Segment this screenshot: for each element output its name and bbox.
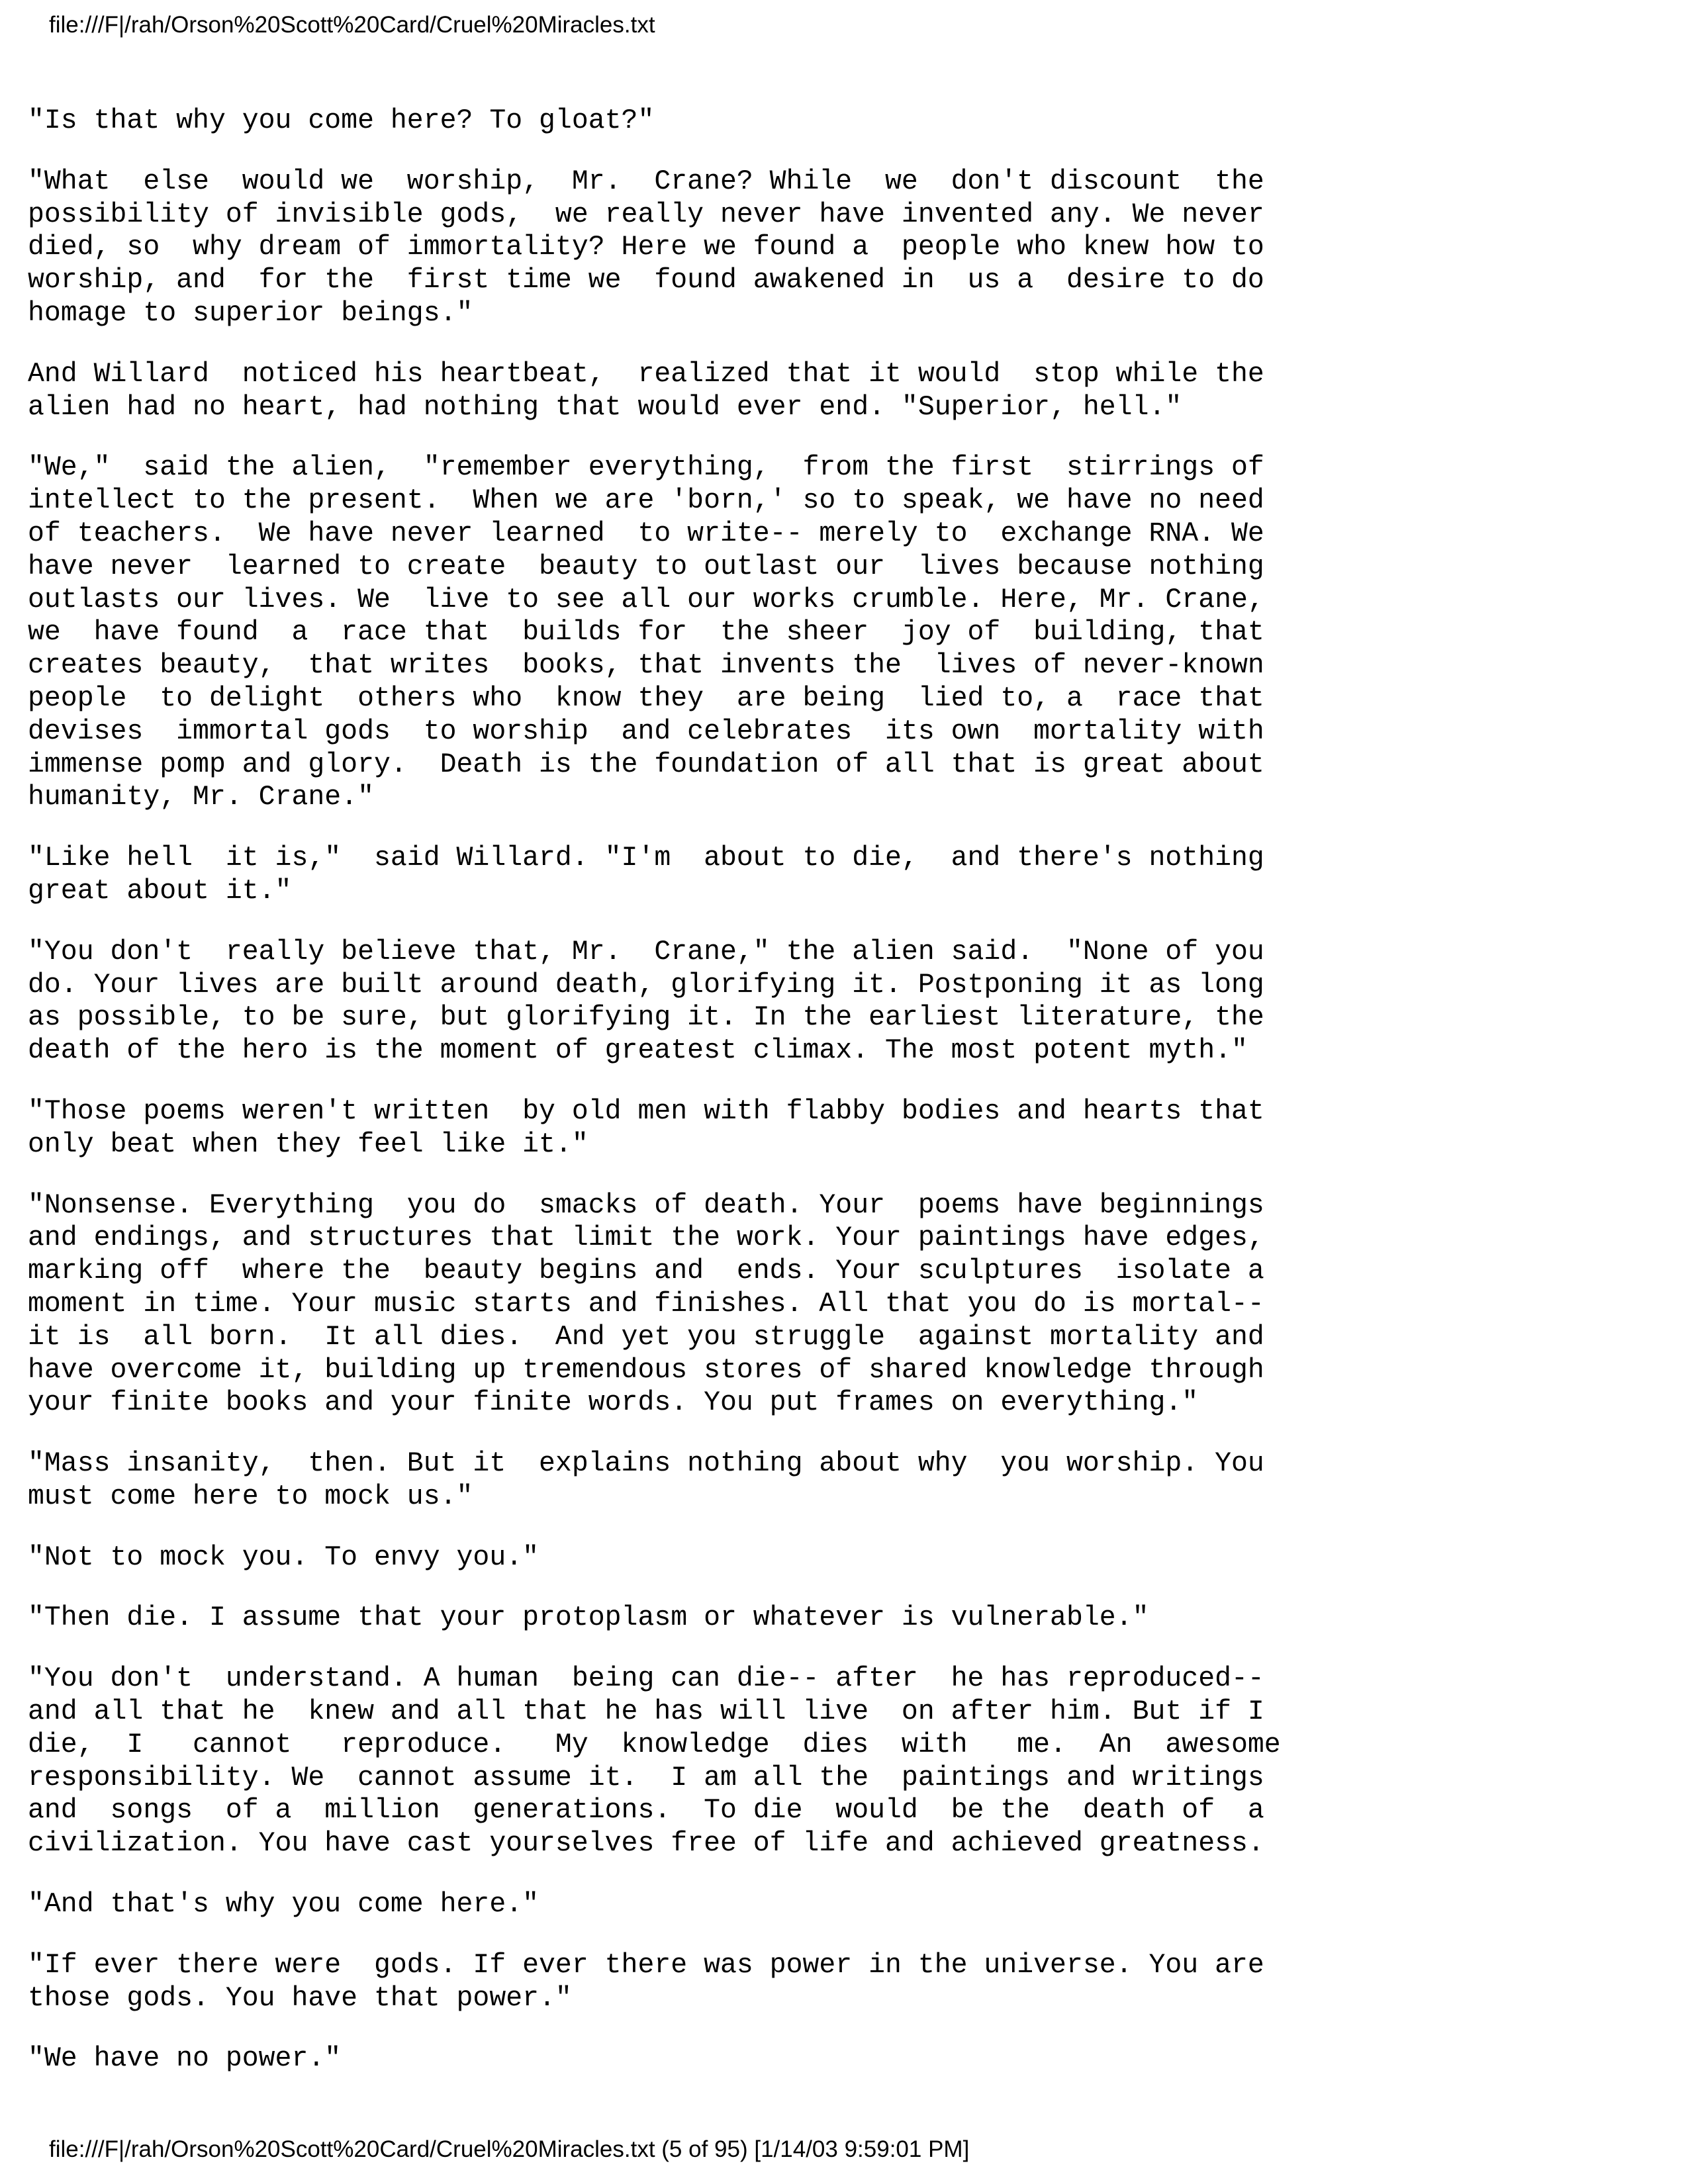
paragraph: "Mass insanity, then. But it explains nothing about why you worship. You must come here to mock us." <box>28 1448 1264 1512</box>
paragraph: "Is that why you come here? To gloat?" <box>28 105 655 136</box>
paragraph: "Nonsense. Everything you do smacks of death. Your poems have beginnings and endings, and structures that limit the work. Your paintings have edges, marking off where the beauty begins and ends. Your sculptures isolate a moment in time. Your music starts and finishes. All that you do is mortal-- it is all born. It all dies. And yet you struggle against mortality and have overcome it, building up tremendous stores of shared knowledge through your finite books and your finite words. You put frames on everything." <box>28 1189 1264 1419</box>
paragraph: "What else would we worship, Mr. Crane? While we don't discount the possibility of invisible gods, we really never have invented any. We never died, so why dream of immortality? Here we found a people who knew how to worship, and for the first time we found awakened in us a desire to do homage to superior beings." <box>28 165 1264 329</box>
footer-file-path: file:///F|/rah/Orson%20Scott%20Card/Cruel%20Miracles.txt (5 of 95) [1/14/03 9:59:01 PM] <box>49 2136 970 2162</box>
paragraph: "Then die. I assume that your protoplasm or whatever is vulnerable." <box>28 1602 1149 1634</box>
paragraph: "Like hell it is," said Willard. "I'm about to die, and there's nothing great about it." <box>28 842 1264 907</box>
paragraph: "If ever there were gods. If ever there was power in the universe. You are those gods. You have that power." <box>28 1949 1264 2014</box>
paragraph: "You don't understand. A human being can die-- after he has reproduced-- and all that he knew and all that he has will live on after him. But if I die, I cannot reproduce. My knowledge dies with me. An awesome responsibility. We cannot assume it. I am all the paintings and writings and songs of a million generations. To die would be the death of a civilization. You have cast yourselves free of life and achieved greatness. <box>28 1663 1281 1860</box>
header-file-path: file:///F|/rah/Orson%20Scott%20Card/Cruel%20Miracles.txt <box>49 12 655 38</box>
paragraph: And Willard noticed his heartbeat, realized that it would stop while the alien had no heart, had nothing that would ever end. "Superior, hell." <box>28 358 1264 423</box>
paragraph: "And that's why you come here." <box>28 1889 539 1921</box>
paragraph: "You don't really believe that, Mr. Crane," the alien said. "None of you do. Your lives are built around death, glorifying it. Postponing it as long as possible, to be sure, but glorifying it. In the earliest literature, the death of the hero is the moment of greatest climax. The most potent myth." <box>28 936 1264 1067</box>
paragraph: "We have no power." <box>28 2043 342 2075</box>
paragraph: "Those poems weren't written by old men with flabby bodies and hearts that only beat when they feel like it." <box>28 1095 1264 1160</box>
paragraph: "Not to mock you. To envy you." <box>28 1541 539 1573</box>
paragraph: "We," said the alien, "remember everything, from the first stirrings of intellect to the present. When we are 'born,' so to speak, we have no need of teachers. We have never learned to write-- merely to exchange RNA. We have never learned to create beauty to outlast our lives because nothing outlasts our lives. We live to see all our works crumble. Here, Mr. Crane, we have found a race that builds for the sheer joy of building, that creates beauty, that writes books, that invents the lives of never-known people to delight others who know they are being lied to, a race that devises immortal gods to worship and celebrates its own mortality with immense pomp and glory. Death is the foundation of all that is great about humanity, Mr. Crane." <box>28 452 1264 813</box>
document-body <box>28 105 1281 2103</box>
